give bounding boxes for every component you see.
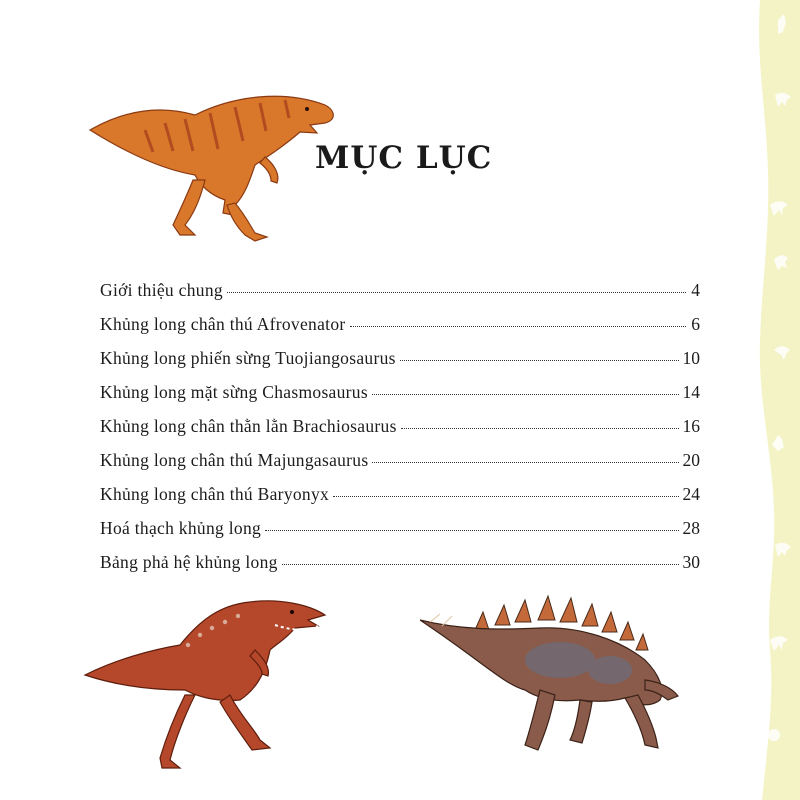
toc-leader-dots — [372, 393, 679, 395]
toc-leader-dots — [401, 427, 679, 429]
toc-entry-label: Giới thiệu chung — [100, 280, 223, 300]
toc-entry[interactable] — [100, 416, 700, 450]
toc-entry-page: 28 — [682, 518, 700, 538]
toc-entry-page: 4 — [691, 280, 700, 300]
toc-leader-dots — [350, 325, 687, 327]
toc-entry-page: 14 — [682, 382, 700, 402]
toc-leader-dots — [227, 291, 686, 293]
toc-entry-page: 16 — [682, 416, 700, 436]
baryonyx-illustration — [80, 590, 330, 775]
toc-leader-dots — [282, 563, 679, 565]
toc-entry[interactable] — [100, 484, 700, 518]
toc-leader-dots — [372, 461, 678, 463]
toc-entry-page: 24 — [682, 484, 700, 504]
toc-entry-label: Khủng long chân thú Majungasaurus — [100, 450, 369, 470]
toc-leader-dots — [400, 359, 679, 361]
tuojiangosaurus-illustration — [420, 590, 680, 755]
toc-entry-page: 20 — [682, 450, 700, 470]
toc-entry-page: 10 — [682, 348, 700, 368]
page-title: MỤC LỤC — [315, 140, 493, 176]
toc-entry-label: Bảng phả hệ khủng long — [100, 552, 278, 572]
side-decorative-strip — [730, 0, 800, 800]
toc-entry[interactable] — [100, 552, 700, 586]
toc-entry[interactable] — [100, 382, 700, 416]
toc-entry-page: 30 — [682, 552, 700, 572]
toc-entry-page: 6 — [691, 314, 700, 334]
toc-leader-dots — [333, 495, 678, 497]
toc-entry-label: Khủng long chân thằn lằn Brachiosaurus — [100, 416, 397, 436]
toc-entry[interactable] — [100, 348, 700, 382]
table-of-contents — [100, 280, 700, 586]
toc-entry[interactable] — [100, 280, 700, 314]
toc-entry-label: Khủng long chân thú Baryonyx — [100, 484, 330, 504]
toc-entry-label: Khủng long mặt sừng Chasmosaurus — [100, 382, 368, 402]
toc-entry-label: Khủng long phiến sừng Tuojiangosaurus — [100, 348, 396, 368]
afrovenator-illustration — [85, 85, 345, 250]
toc-entry[interactable] — [100, 314, 700, 348]
toc-entry-label: Khủng long chân thú Afrovenator — [100, 314, 346, 334]
toc-entry-label: Hoá thạch khủng long — [100, 518, 262, 538]
toc-entry[interactable] — [100, 518, 700, 552]
toc-entry[interactable] — [100, 450, 700, 484]
toc-leader-dots — [265, 529, 678, 531]
